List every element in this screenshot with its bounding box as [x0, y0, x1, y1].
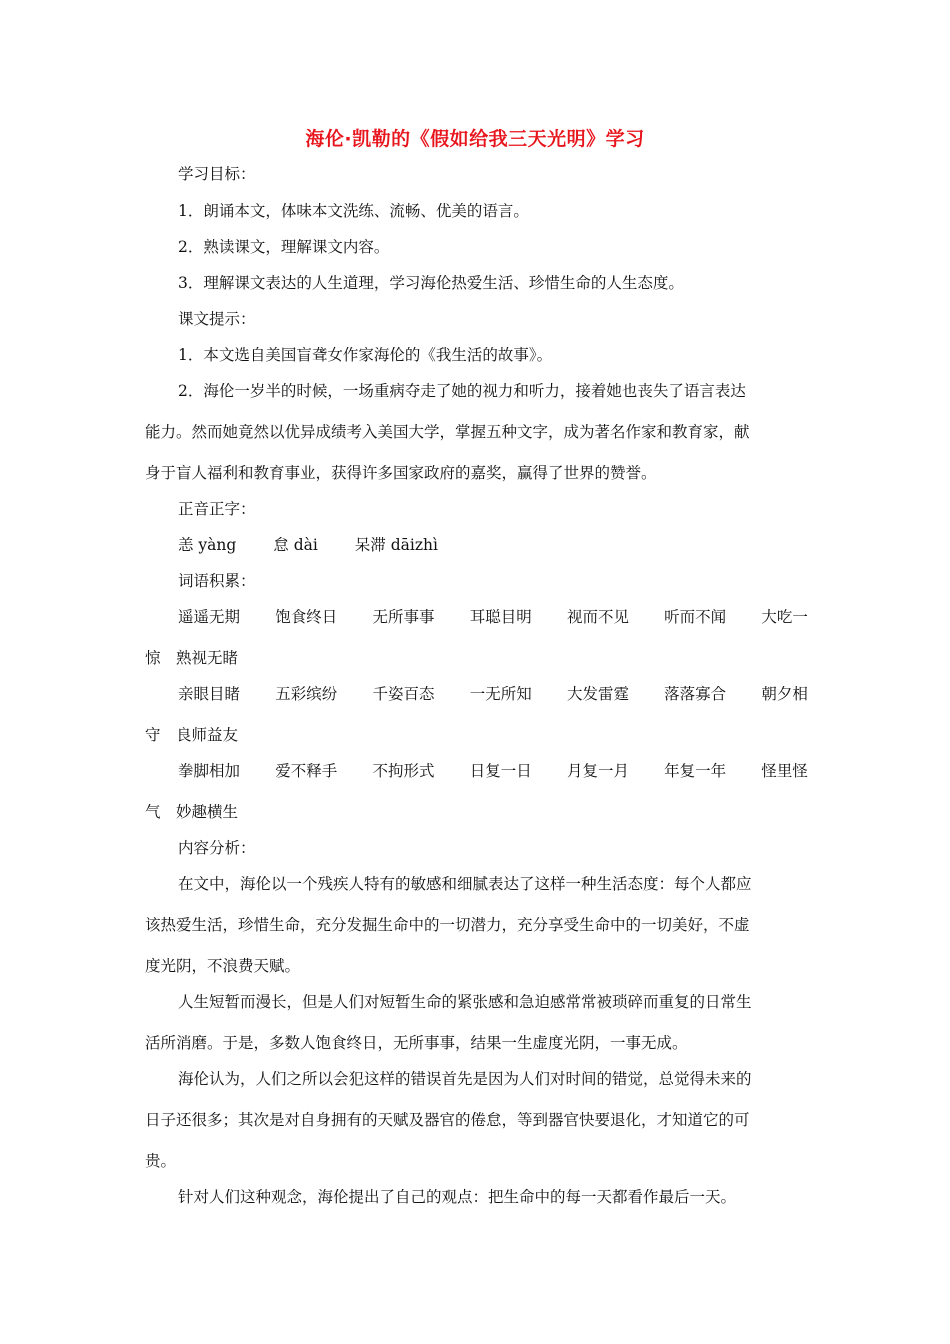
vocabulary-word: 亲眼目睹 [178, 685, 241, 703]
vocabulary-word: 日复一日 [469, 762, 532, 780]
vocabulary-word: 千姿百态 [372, 685, 435, 703]
vocabulary-word: 落落寡合 [664, 685, 727, 703]
vocabulary-word: 月复一月 [566, 762, 629, 780]
analysis-p3-line-1: 海伦认为，人们之所以会犯这样的错误首先是因为人们对时间的错觉，总觉得未来的 [178, 1070, 752, 1088]
vocabulary-word: 饱食终日 [275, 608, 338, 626]
hint-item-1: 1．本文选自美国盲聋女作家海伦的《我生活的故事》。 [178, 346, 553, 364]
pronunciation-item: 呆滞 dāizhì [354, 536, 438, 554]
vocabulary-word: 无所事事 [372, 608, 435, 626]
vocabulary-word: 五彩缤纷 [275, 685, 338, 703]
vocabulary-row-2 [178, 684, 808, 704]
goal-item-1: 1．朗诵本文，体味本文洗练、流畅、优美的语言。 [178, 202, 529, 220]
analysis-p2-line-2: 活所消磨。于是，多数人饱食终日，无所事事，结果一生虚度光阴，一事无成。 [145, 1034, 688, 1052]
vocabulary-word: 遥遥无期 [178, 608, 241, 626]
vocabulary-row-3-wrap: 气 妙趣横生 [145, 803, 239, 821]
document-title: 海伦·凯勒的《假如给我三天光明》学习 [305, 128, 645, 150]
pronunciation-list [178, 535, 470, 555]
analysis-p1-line-1: 在文中，海伦以一个残疾人特有的敏感和细腻表达了这样一种生活态度：每个人都应 [178, 875, 752, 893]
vocabulary-row-1-wrap: 惊 熟视无睹 [145, 649, 239, 667]
vocabulary-word: 视而不见 [566, 608, 629, 626]
vocabulary-word: 一无所知 [469, 685, 532, 703]
analysis-p3-line-3: 贵。 [145, 1152, 177, 1170]
hints-heading: 课文提示： [178, 310, 256, 328]
vocabulary-heading: 词语积累： [178, 572, 256, 590]
analysis-p3-line-2: 日子还很多；其次是对自身拥有的天赋及器官的倦怠，等到器官快要退化，才知道它的可 [145, 1111, 750, 1129]
vocabulary-word: 大吃一 [761, 608, 808, 626]
vocabulary-word: 朝夕相 [761, 685, 808, 703]
goal-item-3: 3．理解课文表达的人生道理，学习海伦热爱生活、珍惜生命的人生态度。 [178, 274, 684, 292]
vocabulary-row-2-wrap: 守 良师益友 [145, 726, 239, 744]
hint-item-2-line-2: 能力。然而她竟然以优异成绩考入美国大学，掌握五种文字，成为著名作家和教育家，献 [145, 423, 750, 441]
goal-item-2: 2．熟读课文，理解课文内容。 [178, 238, 390, 256]
pronunciation-heading: 正音正字： [178, 500, 256, 518]
vocabulary-word: 拳脚相加 [178, 762, 241, 780]
pronunciation-item: 怠 dài [273, 536, 318, 554]
vocabulary-word: 耳聪目明 [469, 608, 532, 626]
analysis-p4-line-1: 针对人们这种观念，海伦提出了自己的观点：把生命中的每一天都看作最后一天。 [178, 1188, 737, 1206]
vocabulary-word: 大发雷霆 [566, 685, 629, 703]
analysis-p2-line-1: 人生短暂而漫长，但是人们对短暂生命的紧张感和急迫感常常被琐碎而重复的日常生 [178, 993, 752, 1011]
goals-heading: 学习目标： [178, 165, 256, 183]
vocabulary-word: 不拘形式 [372, 762, 435, 780]
vocabulary-word: 爱不释手 [275, 762, 338, 780]
analysis-heading: 内容分析： [178, 839, 256, 857]
hint-item-2-line-1: 2．海伦一岁半的时候，一场重病夺走了她的视力和听力，接着她也丧失了语言表达 [178, 382, 746, 400]
analysis-p1-line-2: 该热爱生活，珍惜生命，充分发掘生命中的一切潜力，充分享受生命中的一切美好，不虚 [145, 916, 750, 934]
hint-item-2-line-3: 身于盲人福利和教育事业，获得许多国家政府的嘉奖，赢得了世界的赞誉。 [145, 464, 657, 482]
analysis-p1-line-3: 度光阴，不浪费天赋。 [145, 957, 301, 975]
vocabulary-row-3 [178, 761, 808, 781]
vocabulary-row-1 [178, 607, 808, 627]
pronunciation-item: 恙 yàng [178, 536, 237, 554]
vocabulary-word: 怪里怪 [761, 762, 808, 780]
vocabulary-word: 听而不闻 [664, 608, 727, 626]
vocabulary-word: 年复一年 [664, 762, 727, 780]
